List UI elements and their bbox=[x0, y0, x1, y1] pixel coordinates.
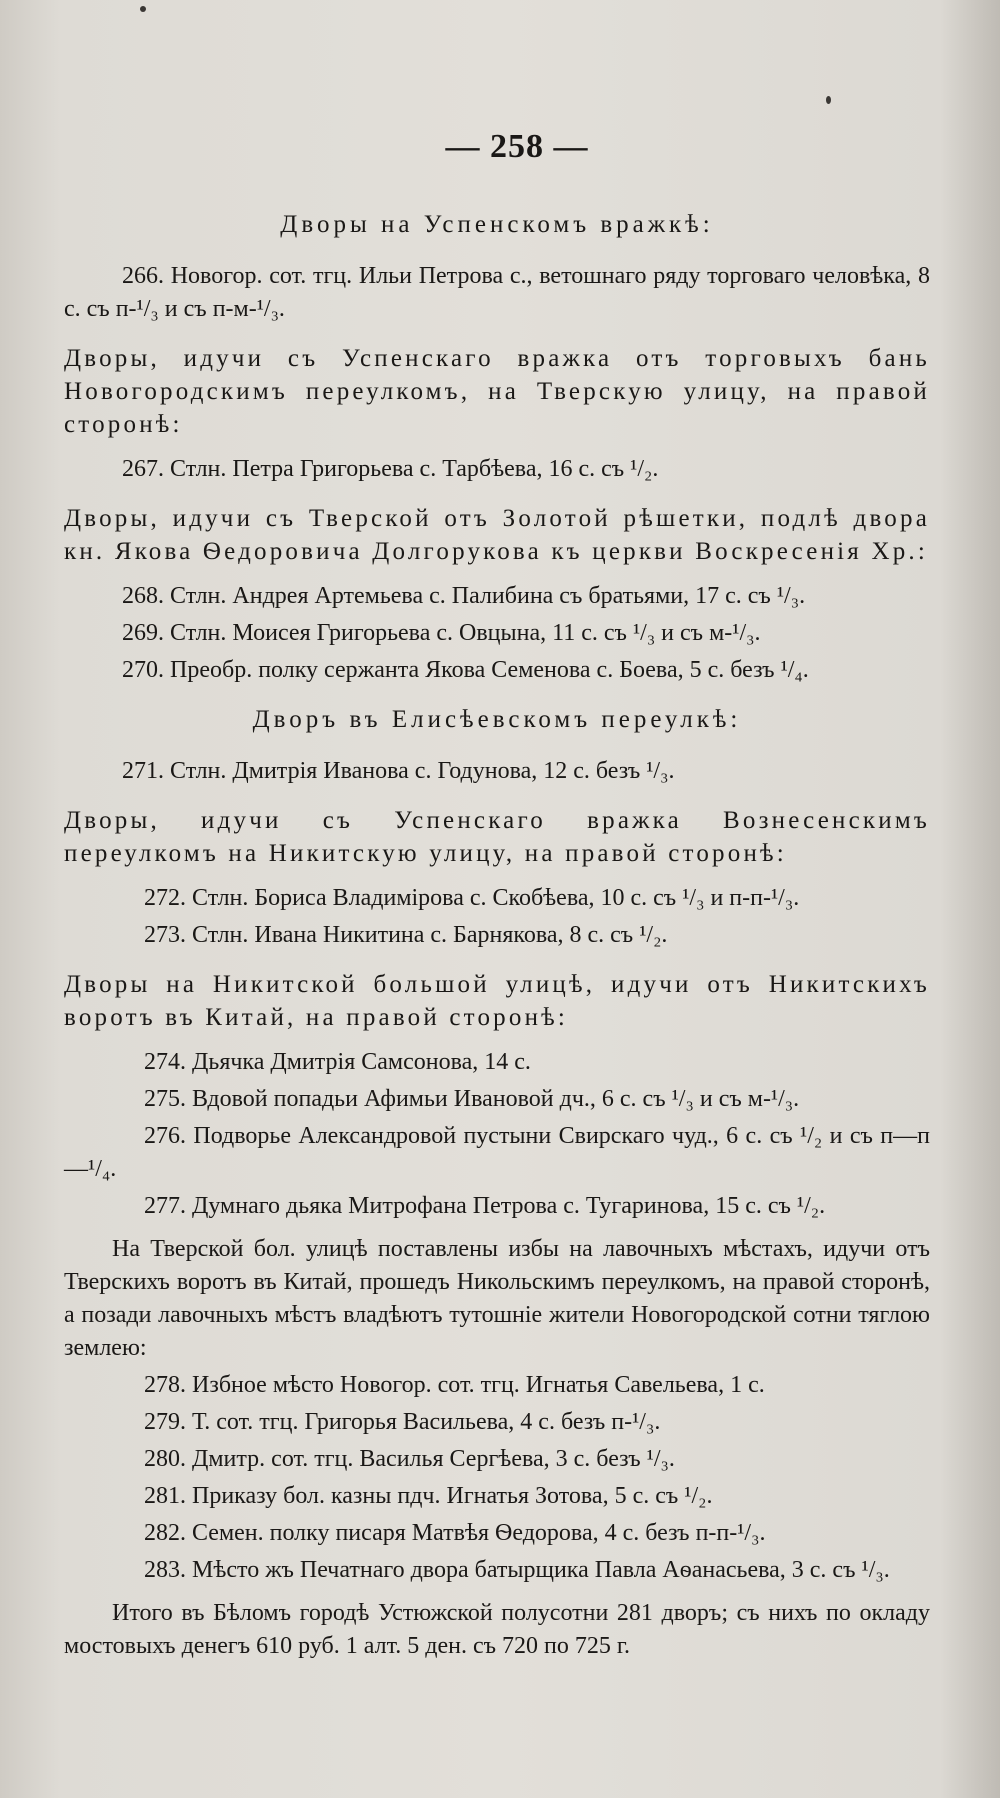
list-item: 271. Стлн. Дмитрія Иванова с. Годунова, 12 с. безъ ¹/₃. bbox=[122, 758, 675, 784]
section-heading: Дворъ въ Елисѣевскомъ переулкѣ: bbox=[252, 706, 742, 733]
ink-spot bbox=[826, 96, 831, 104]
page-fold-shadow bbox=[940, 0, 1000, 1798]
list-item: 268. Стлн. Андрея Артемьева с. Палибина съ братьями, 17 с. съ ¹/₃. bbox=[122, 583, 806, 609]
section-heading: Дворы на Успенскомъ вражкѣ: bbox=[280, 211, 714, 238]
list-item: 273. Стлн. Ивана Никитина с. Барнякова, 8 с. съ ¹/₂. bbox=[144, 922, 668, 948]
ink-spot bbox=[140, 6, 146, 12]
list-item: 280. Дмитр. сот. тгц. Василья Сергѣева, 3 с. безъ ¹/₃. bbox=[144, 1446, 675, 1472]
list-item: 274. Дьячка Дмитрія Самсонова, 14 с. bbox=[144, 1049, 531, 1075]
list-item: 272. Стлн. Бориса Владимірова с. Скобѣева, 10 с. съ ¹/₃ и п-п-¹/₃. bbox=[144, 885, 800, 911]
list-item: 275. Вдовой попадьи Афимьи Ивановой дч., 6 с. съ ¹/₃ и съ м-¹/₃. bbox=[144, 1086, 800, 1112]
list-item: 276. Подворье Александровой пустыни Свирскаго чуд., 6 с. съ ¹/₂ и съ п—п—¹/₄. bbox=[64, 1123, 930, 1182]
total-summary: Итого въ Бѣломъ городѣ Устюжской полусотни 281 дворъ; съ нихъ по окладу мостовыхъ денегъ 610 руб. 1 алт. 5 ден. съ 720 по 725 г. bbox=[64, 1600, 930, 1659]
section-heading: Дворы, идучи съ Успенскаго вражка отъ торговыхъ бань Новогородскимъ переулкомъ, на Тверскую улицу, на правой сторонѣ: bbox=[64, 345, 930, 438]
list-item: 266. Новогор. сот. тгц. Ильи Петрова с., ветошнаго ряду торговаго человѣка, 8 с. съ п-¹/₃ и съ п-м-¹/₃. bbox=[64, 263, 930, 322]
list-item: 282. Семен. полку писаря Матвѣя Ѳедорова, 4 с. безъ п-п-¹/₃. bbox=[144, 1520, 766, 1546]
list-item: 269. Стлн. Моисея Григорьева с. Овцына, 11 с. съ ¹/₃ и съ м-¹/₃. bbox=[122, 620, 761, 646]
text-column bbox=[64, 128, 930, 1667]
paragraph: На Тверской бол. улицѣ поставлены избы на лавочныхъ мѣстахъ, идучи отъ Тверскихъ воротъ въ Китай, прошедъ Никольскимъ переулкомъ, на правой сторонѣ, а позади лавочныхъ мѣстъ владѣютъ тутошніе жители Новогородской сотни тяглою землею: bbox=[64, 1236, 930, 1361]
list-item: 281. Приказу бол. казны пдч. Игнатья Зотова, 5 с. съ ¹/₂. bbox=[144, 1483, 713, 1509]
list-item: 283. Мѣсто жъ Печатнаго двора батырщика Павла Аѳанасьева, 3 с. съ ¹/₃. bbox=[144, 1557, 890, 1583]
page-number: — 258 — bbox=[445, 128, 589, 165]
list-item: 270. Преобр. полку сержанта Якова Семенова с. Боева, 5 с. безъ ¹/₄. bbox=[122, 657, 809, 683]
section-heading: Дворы, идучи съ Тверской отъ Золотой рѣшетки, подлѣ двора кн. Якова Ѳедоровича Долгорукова къ церкви Воскресенія Хр.: bbox=[64, 505, 930, 565]
section-heading: Дворы на Никитской большой улицѣ, идучи отъ Никитскихъ воротъ въ Китай, на правой сторонѣ: bbox=[64, 971, 930, 1031]
list-item: 267. Стлн. Петра Григорьева с. Тарбѣева, 16 с. съ ¹/₂. bbox=[122, 456, 659, 482]
section-heading: Дворы, идучи съ Успенскаго вражка Вознесенскимъ переулкомъ на Никитскую улицу, на правой сторонѣ: bbox=[64, 807, 930, 867]
list-item: 278. Избное мѣсто Новогор. сот. тгц. Игнатья Савельева, 1 с. bbox=[144, 1372, 765, 1398]
list-item: 277. Думнаго дьяка Митрофана Петрова с. Тугаринова, 15 с. съ ¹/₂. bbox=[144, 1193, 826, 1219]
list-item: 279. Т. сот. тгц. Григорья Васильева, 4 с. безъ п-¹/₃. bbox=[144, 1409, 661, 1435]
